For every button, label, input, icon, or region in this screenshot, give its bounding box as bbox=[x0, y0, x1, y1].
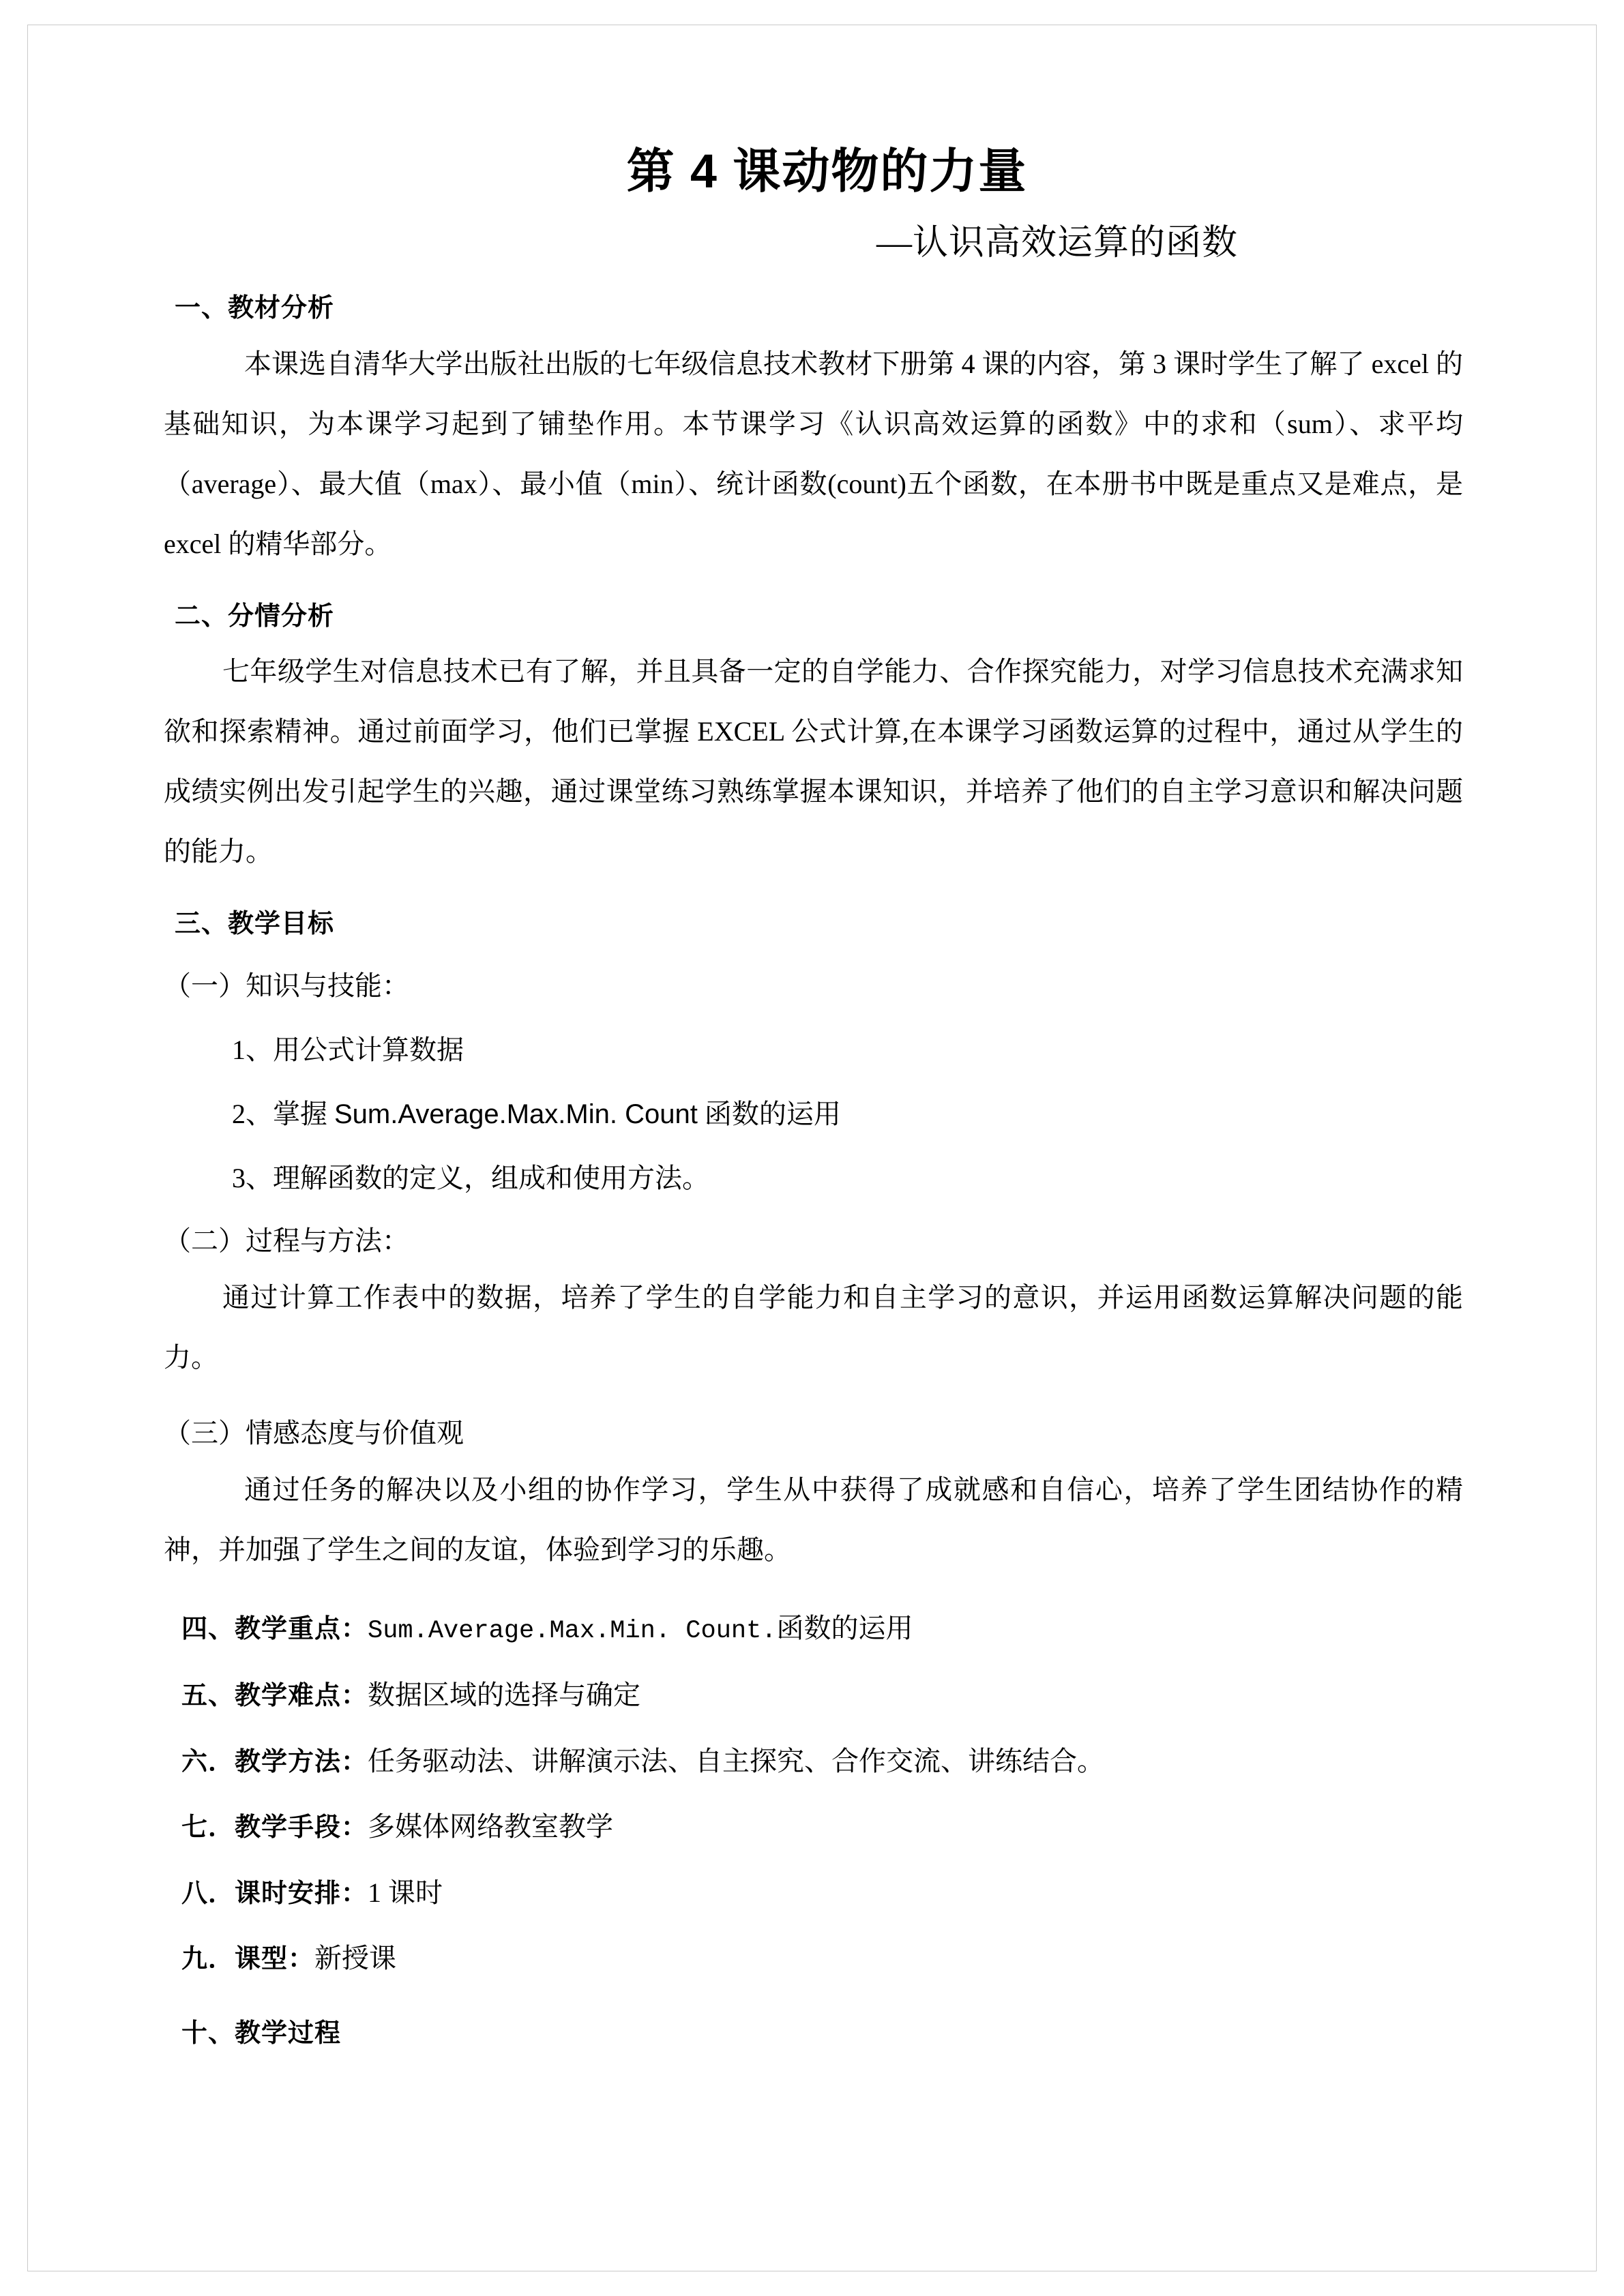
key-value-key: 九．课型： bbox=[181, 1945, 315, 1974]
key-value-row bbox=[164, 1876, 1463, 1911]
subsection-label-process-and-methods: （二）过程与方法： bbox=[164, 1225, 409, 1256]
objective-item-2 bbox=[164, 1097, 1463, 1131]
key-value-value: 函数的运用 bbox=[776, 1612, 913, 1643]
section-paragraph-student-situation-analysis: 七年级学生对信息技术已有了解，并且具备一定的自学能力、合作探究能力，对学习信息技术充满求知欲和探索精神。通过前面学习，他们已掌握 EXCEL 公式计算,在本课学习函数运算的过程中，通过从学生的成绩实例出发引起学生的兴趣，通过课堂练习熟练掌握本课知识，并培养了他们的自主学习意识和解决问题的能力。 bbox=[164, 656, 1463, 867]
objective-item-2-function-list: Sum.Average.Max.Min. Count bbox=[334, 1099, 698, 1129]
objective-item-3: 3、理解函数的定义，组成和使用方法。 bbox=[232, 1162, 709, 1193]
key-value-row bbox=[164, 1744, 1463, 1779]
section-heading-teaching-material-analysis: 一、教材分析 bbox=[175, 294, 335, 323]
document-content bbox=[164, 119, 1463, 2049]
key-value-key: 六．教学方法： bbox=[181, 1747, 368, 1776]
subsection-paragraph-emotion-attitude-values: 通过任务的解决以及小组的协作学习，学生从中获得了成就感和自信心，培养了学生团结协作的精神，并加强了学生之间的友谊，体验到学习的乐趣。 bbox=[164, 1474, 1463, 1565]
key-value-row bbox=[164, 1810, 1463, 1845]
section-heading-student-situation-analysis: 二、分情分析 bbox=[175, 601, 335, 631]
key-value-row bbox=[164, 1611, 1463, 1647]
key-value-key: 七．教学手段： bbox=[181, 1813, 368, 1843]
subsection-label-emotion-attitude-values: （三）情感态度与价值观 bbox=[164, 1417, 464, 1448]
subsection-label-knowledge-and-skills: （一）知识与技能： bbox=[164, 970, 409, 1001]
document-subtitle: —认识高效运算的函数 bbox=[876, 223, 1238, 263]
objective-item-2-suffix: 函数的运用 bbox=[697, 1098, 841, 1129]
key-value-row bbox=[164, 1678, 1463, 1713]
key-value-row bbox=[164, 1941, 1463, 1976]
key-value-key: 八．课时安排： bbox=[181, 1879, 368, 1908]
key-value-value: 任务驱动法、讲解演示法、自主探究、合作交流、讲练结合。 bbox=[368, 1745, 1105, 1776]
key-value-function-list: Sum.Average.Max.Min. Count. bbox=[368, 1616, 777, 1645]
section-paragraph-teaching-material-analysis: 本课选自清华大学出版社出版的七年级信息技术教材下册第 4 课的内容，第 3 课时学生了解了 excel 的基础知识，为本课学习起到了铺垫作用。本节课学习《认识高效运算的函数》中的求和（sum）、求平均（average）、最大值（max）、最小值（min）、统计函数(count)五个函数，在本册书中既是重点又是难点，是 excel 的精华部分。 bbox=[164, 348, 1463, 559]
key-value-key: 四、教学重点： bbox=[181, 1614, 368, 1643]
page-frame-left-rule bbox=[27, 25, 28, 2271]
key-value-value: 数据区域的选择与确定 bbox=[368, 1680, 641, 1711]
section-heading-teaching-process: 十、教学过程 bbox=[181, 2018, 342, 2048]
page-frame-right-rule bbox=[1596, 25, 1597, 2271]
objective-item-2-prefix: 2、掌握 bbox=[232, 1098, 334, 1129]
key-value-key: 五、教学难点： bbox=[181, 1682, 368, 1711]
key-value-value: 新授课 bbox=[314, 1943, 397, 1974]
key-value-value: 多媒体网络教室教学 bbox=[368, 1811, 614, 1843]
objective-item-1: 1、用公式计算数据 bbox=[232, 1034, 464, 1065]
document-title: 第 4 课动物的力量 bbox=[626, 145, 1028, 198]
key-value-list bbox=[164, 1611, 1463, 1976]
subsection-paragraph-process-and-methods: 通过计算工作表中的数据，培养了学生的自学能力和自主学习的意识，并运用函数运算解决问题的能力。 bbox=[164, 1281, 1463, 1373]
key-value-value: 1 课时 bbox=[368, 1877, 443, 1908]
section-heading-teaching-objectives: 三、教学目标 bbox=[175, 910, 335, 939]
